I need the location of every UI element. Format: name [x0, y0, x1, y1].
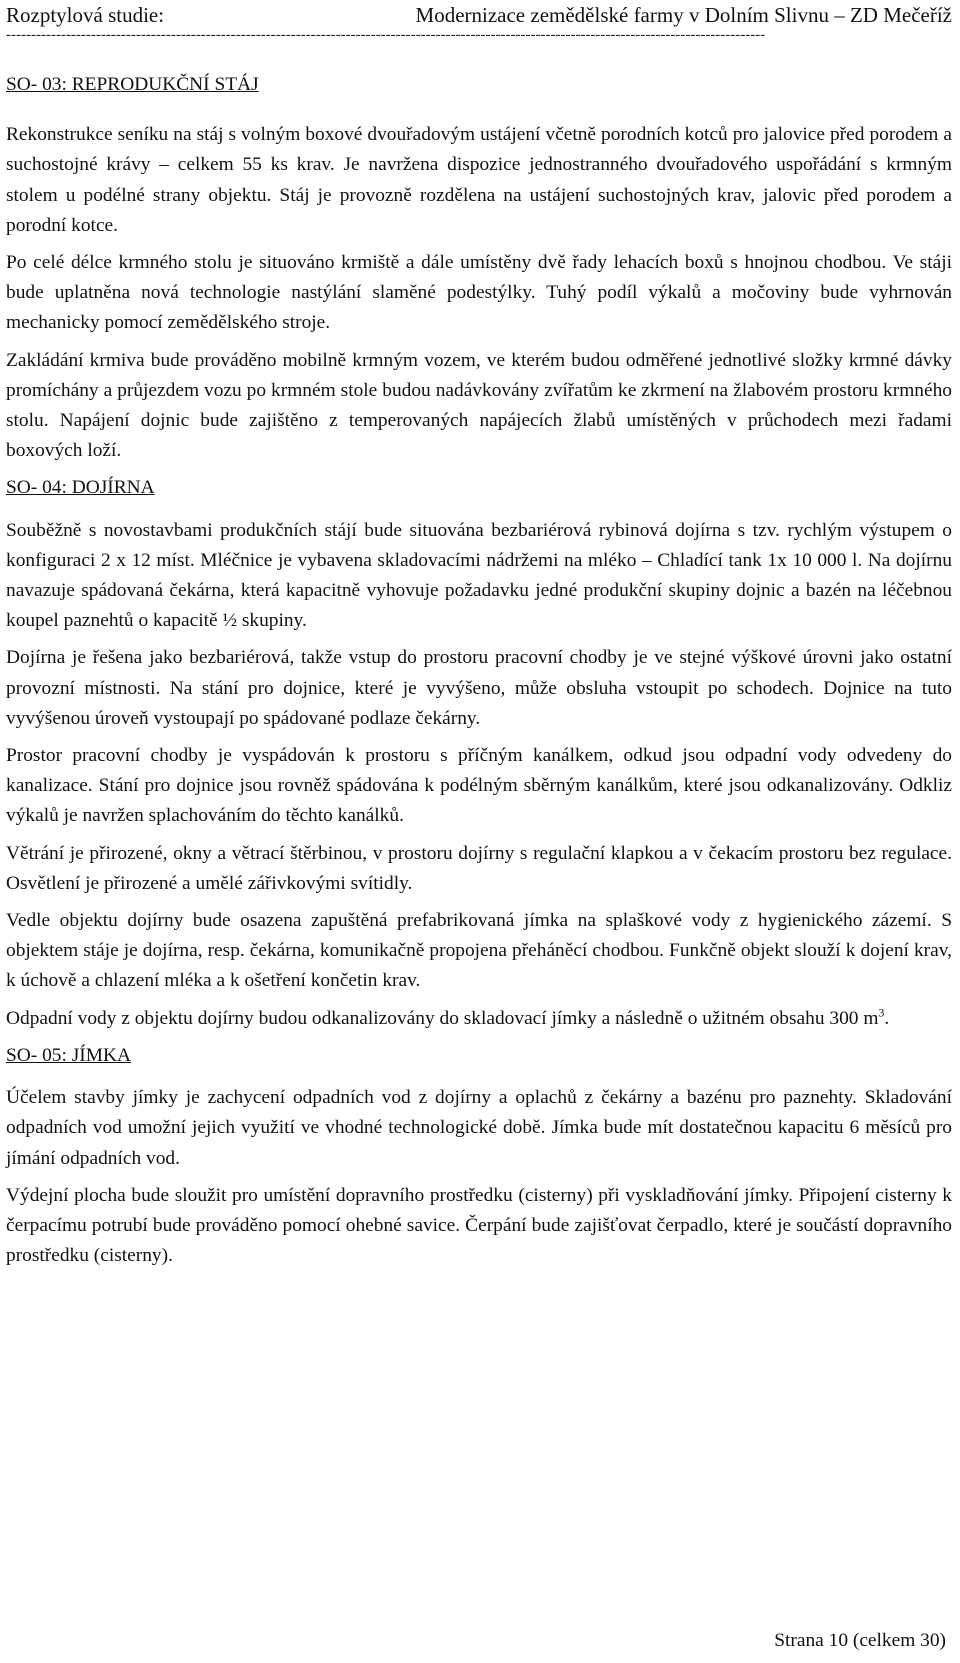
paragraph: Dojírna je řešena jako bezbariérová, takže vstup do prostoru pracovní chodby je ve stejné výškové úrovni jako ostatní provozní místnosti. Na stání pro dojnice, které je vyvýšeno, může obsluha vstoupit po schodech. Dojnice na tuto vyvýšenou úroveň vystoupají po spádované podlaze čekárny.: [6, 647, 952, 729]
header-dashed-rule: --------------------------------------------------------------------------------------------------------------------------------------------------------: [6, 28, 766, 42]
paragraph: Vedle objektu dojírny bude osazena zapuštěná prefabrikovaná jímka na splaškové vody z hygienického zázemí. S objektem stáje je dojírna, resp. čekárna, komunikačně propojena přeháněcí chodbou. Funkčně objekt slouží k dojení krav, k úchově a chlazení mléka a k ošetření končetin krav.: [6, 910, 952, 992]
paragraph: Po celé délce krmného stolu je situováno krmiště a dále umístěny dvě řady lehacích boxů s hnojnou chodbou. Ve stáji bude uplatněna nová technologie nastýlání slaměné podestýlky. Tuhý podíl výkalů a močoviny bude vyhrnován mechanicky pomocí zemědělského stroje.: [6, 252, 952, 334]
paragraph: Prostor pracovní chodby je vyspádován k prostoru s příčným kanálkem, odkud jsou odpadní vody odvedeny do kanalizace. Stání pro dojnice jsou rovněž spádována k podélným sběrným kanálkům, které jsou odkanalizovány. Odkliz výkalů je navržen splachováním do těchto kanálků.: [6, 745, 952, 827]
section-heading: SO- 04: DOJÍRNA: [6, 477, 155, 499]
section-so-04: [6, 473, 952, 1033]
paragraph-text: Odpadní vody z objektu dojírny budou odkanalizovány do skladovací jímky a následně o užitném obsahu 300 m: [6, 1007, 879, 1029]
paragraph: Výdejní plocha bude sloužit pro umístění dopravního prostředku (cisterny) při vyskladňování jímky. Připojení cisterny k čerpacímu potrubí bude prováděno pomocí ohebné savice. Čerpání bude zajišťovat čerpadlo, které je součástí dopravního prostředku (cisterny).: [6, 1184, 952, 1267]
paragraph-with-unit: [6, 1004, 952, 1034]
paragraph: Souběžně s novostavbami produkčních stájí bude situována bezbariérová rybinová dojírna s tzv. rychlým výstupem o konfiguraci 2 x 12 míst. Mléčnice je vybavena skladovacími nádržemi na mléko – Chladící tank 1x 10 000 l. Na dojírnu navazuje spádovaná čekárna, která kapacitně vyhovuje požadavku jedné produkční skupiny dojnic a bazén na léčebnou koupel paznehtů o kapacitě ½ skupiny.: [6, 519, 952, 632]
paragraph: Rekonstrukce seníku na stáj s volným boxové dvouřadovým ustájení včetně porodních kotců pro jalovice před porodem a suchostojné krávy – celkem 55 ks krav. Je navržena dispozice jednostranného dvouřadového uspořádání s krmným stolem u podélné strany objektu. Stáj je provozně rozdělena na ustájení suchostojných krav, jalovic před porodem a porodní kotce.: [6, 124, 952, 236]
page-header: [6, 2, 952, 28]
header-project-title: Modernizace zemědělské farmy v Dolním Slivnu – ZD Mečeříž: [415, 3, 952, 27]
paragraph: Větrání je přirozené, okny a větrací štěrbinou, v prostoru dojírny s regulační klapkou a v čekacím prostoru bez regulace. Osvětlení je přirozené a umělé zářivkovými svítidly.: [6, 842, 952, 894]
section-so-05: [6, 1041, 952, 1271]
paragraph: Účelem stavby jímky je zachycení odpadních vod z dojírny a oplachů z čekárny a bazénu pro paznehty. Skladování odpadních vod umožní jejich využití ve vhodné technologické době. Jímka bude mít dostatečnou kapacitu 6 měsíců pro jímání odpadních vod.: [6, 1087, 952, 1169]
section-heading: SO- 03: REPRODUKČNÍ STÁJ: [6, 74, 259, 95]
document-body: [6, 64, 952, 1278]
document-page: [6, 0, 952, 1663]
paragraph-end: .: [884, 1007, 890, 1029]
paragraph: Zakládání krmiva bude prováděno mobilně krmným vozem, ve kterém budou odměřené jednotlivé složky krmné dávky promíchány a průjezdem vozu po krmném stole budou nadávkovány zvířatům ke zkrmení na žlabovém prostoru krmného stolu. Napájení dojnic bude zajištěno z temperovaných napájecích žlabů umístěných v průchodech mezi řadami boxových loží.: [6, 349, 952, 462]
page-number: Strana 10 (celkem 30): [774, 1630, 946, 1651]
section-so-03: [6, 70, 952, 466]
unit-superscript: 3: [878, 1005, 885, 1020]
section-heading: SO- 05: JÍMKA: [6, 1044, 131, 1066]
header-study-label: Rozptylová studie:: [6, 3, 165, 27]
